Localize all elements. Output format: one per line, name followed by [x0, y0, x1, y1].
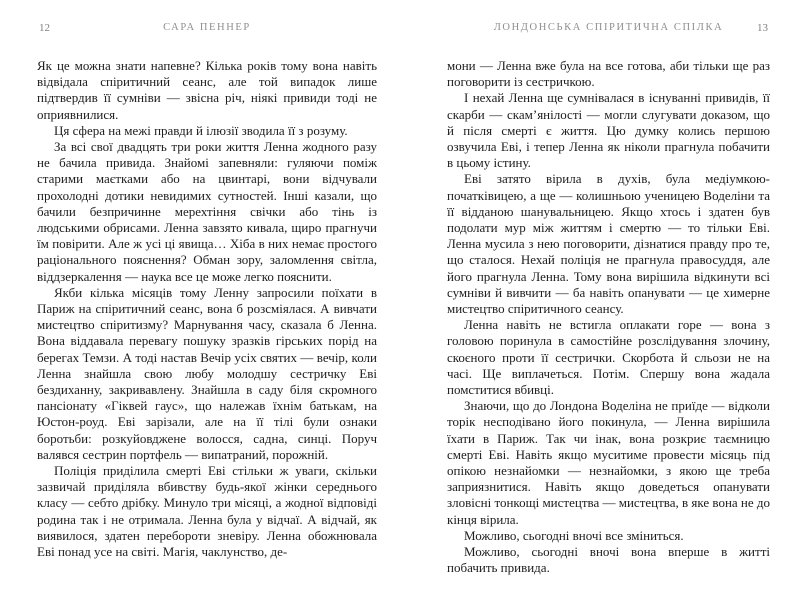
- right-page-text: [447, 58, 770, 577]
- paragraph: І нехай Ленна ще сумнівалася в існуванні привидів, її скарби — скам’янілості — могли слугувати доказом, що й після смерті є життя. Цю думку колись першою озвучила Еві, і тепер Ленна як ніколи прагнула побачити в цьому істину.: [447, 90, 770, 171]
- left-running-title: САРА ПЕННЕР: [163, 22, 251, 33]
- right-page-header: [447, 22, 770, 36]
- left-page: [37, 22, 377, 560]
- right-running-title: ЛОНДОНСЬКА СПІРИТИЧНА СПІЛКА: [493, 22, 724, 33]
- paragraph: Поліція приділила смерті Еві стільки ж уваги, скільки зазвичай приділяла вбивству будь-якої жінки середнього класу — себто дрібку. Минуло три місяці, а жодної відповіді родина так і не отримала. Ленна була у відчаї. А відчай, як виявилося, здатен перебороти зневіру. Ленна обожнювала Еві понад усе на світі. Магія, чаклунство, де-: [37, 463, 377, 560]
- paragraph: За всі свої двадцять три роки життя Ленна жодного разу не бачила привида. Знайомі запевняли: гуляючи поміж старими маєтками або на цвинтарі, вони відчували прохолодні дотики невидимих сутностей. Інші казали, що бачили безпричинне мерехтіння свічки або тінь із людськими обрисами. Ленна завзято кивала, щиро прагнучи їм повірити. Але ж усі ці явища… Хіба в них немає простого раціонального пояснення? Обман зору, заломлення світла, віддзеркалення — наука все це може легко пояснити.: [37, 139, 377, 284]
- paragraph: Знаючи, що до Лондона Воделіна не приїде — відколи торік несподівано його покинула, — Ленна вирішила їхати в Париж. Так чи інак, вона розкриє таємницю смерті Еві. Навіть якщо муситиме провести місяць під опікою незнайомки — незнайомки, з якою ще треба заприязнитися. Навіть якщо доведеться опанувати зловісні тонкощі мистецтва — мистецтва, в яке вона не до кінця вірила.: [447, 398, 771, 527]
- paragraph: Еві затято вірила в духів, була медіумкою-початківицею, а ще — колишньою ученицею Воделіни та її відданою шанувальницею. Якщо хтось і здатен був подолати мур між життям і смертю — то тільки Еві. Ленна мусила з нею поговорити, дізнатися правду про те, що сталося. Нехай поліція не прагнула правосуддя, але його прагнула Ленна. Тому вона вирішила відкинути всі сумніви й вивчити — ба навіть опанувати — це химерне мистецтво спіритичного сеансу.: [447, 171, 770, 317]
- paragraph: Ленна навіть не встигла оплакати горе — вона з головою поринула в самостійне розслідування злочину, скоєного проти її сестрички. Скорбота й сльози не на часі. Ще виплачеться. Потім. Спершу вона жадала помститися вбивці.: [447, 317, 770, 398]
- paragraph: Як це можна знати напевне? Кілька років тому вона навіть відвідала спіритичний сеанс, але той випадок лише підтвердив її сумніви — звісна річ, ніякі привиди тоді не оприявнилися.: [37, 58, 377, 122]
- paragraph: Можливо, сьогодні вночі все зміниться.: [464, 527, 684, 543]
- paragraph: Ця сфера на межі правди й ілюзії зводила її з розуму.: [54, 122, 348, 138]
- paragraph: Можливо, сьогодні вночі вона вперше в житті побачить привида.: [447, 544, 770, 576]
- right-page: [447, 22, 770, 577]
- paragraph: мони — Ленна вже була на все готова, аби тільки ще раз поговорити із сестричкою.: [447, 58, 770, 90]
- paragraph: Якби кілька місяців тому Ленну запросили поїхати в Париж на спіритичний сеанс, вона б розсміялася. А вивчати мистецтво спіритизму? Марнування часу, сказала б Ленна. Вона віддавала перевагу пошуку зразків гірських порід на берегах Темзи. А тоді настав Вечір усіх святих — вечір, коли Ленна знайшла свою любу молодшу сестричку Еві бездиханну, закривавлену. Знайшла в саду біля скромного пансіонату «Гіквей гаус», що належав їхнім батькам, на Юстон-роуд. Еві зарізали, але на її тілі були ознаки боротьби: розкуйовджене волосся, садна, синці. Поруч валявся сестрин портфель — випатраний, порожній.: [37, 284, 377, 462]
- left-page-text: [37, 58, 377, 560]
- right-page-number: 13: [757, 22, 768, 34]
- left-page-number: 12: [39, 22, 50, 34]
- left-page-header: [37, 22, 377, 36]
